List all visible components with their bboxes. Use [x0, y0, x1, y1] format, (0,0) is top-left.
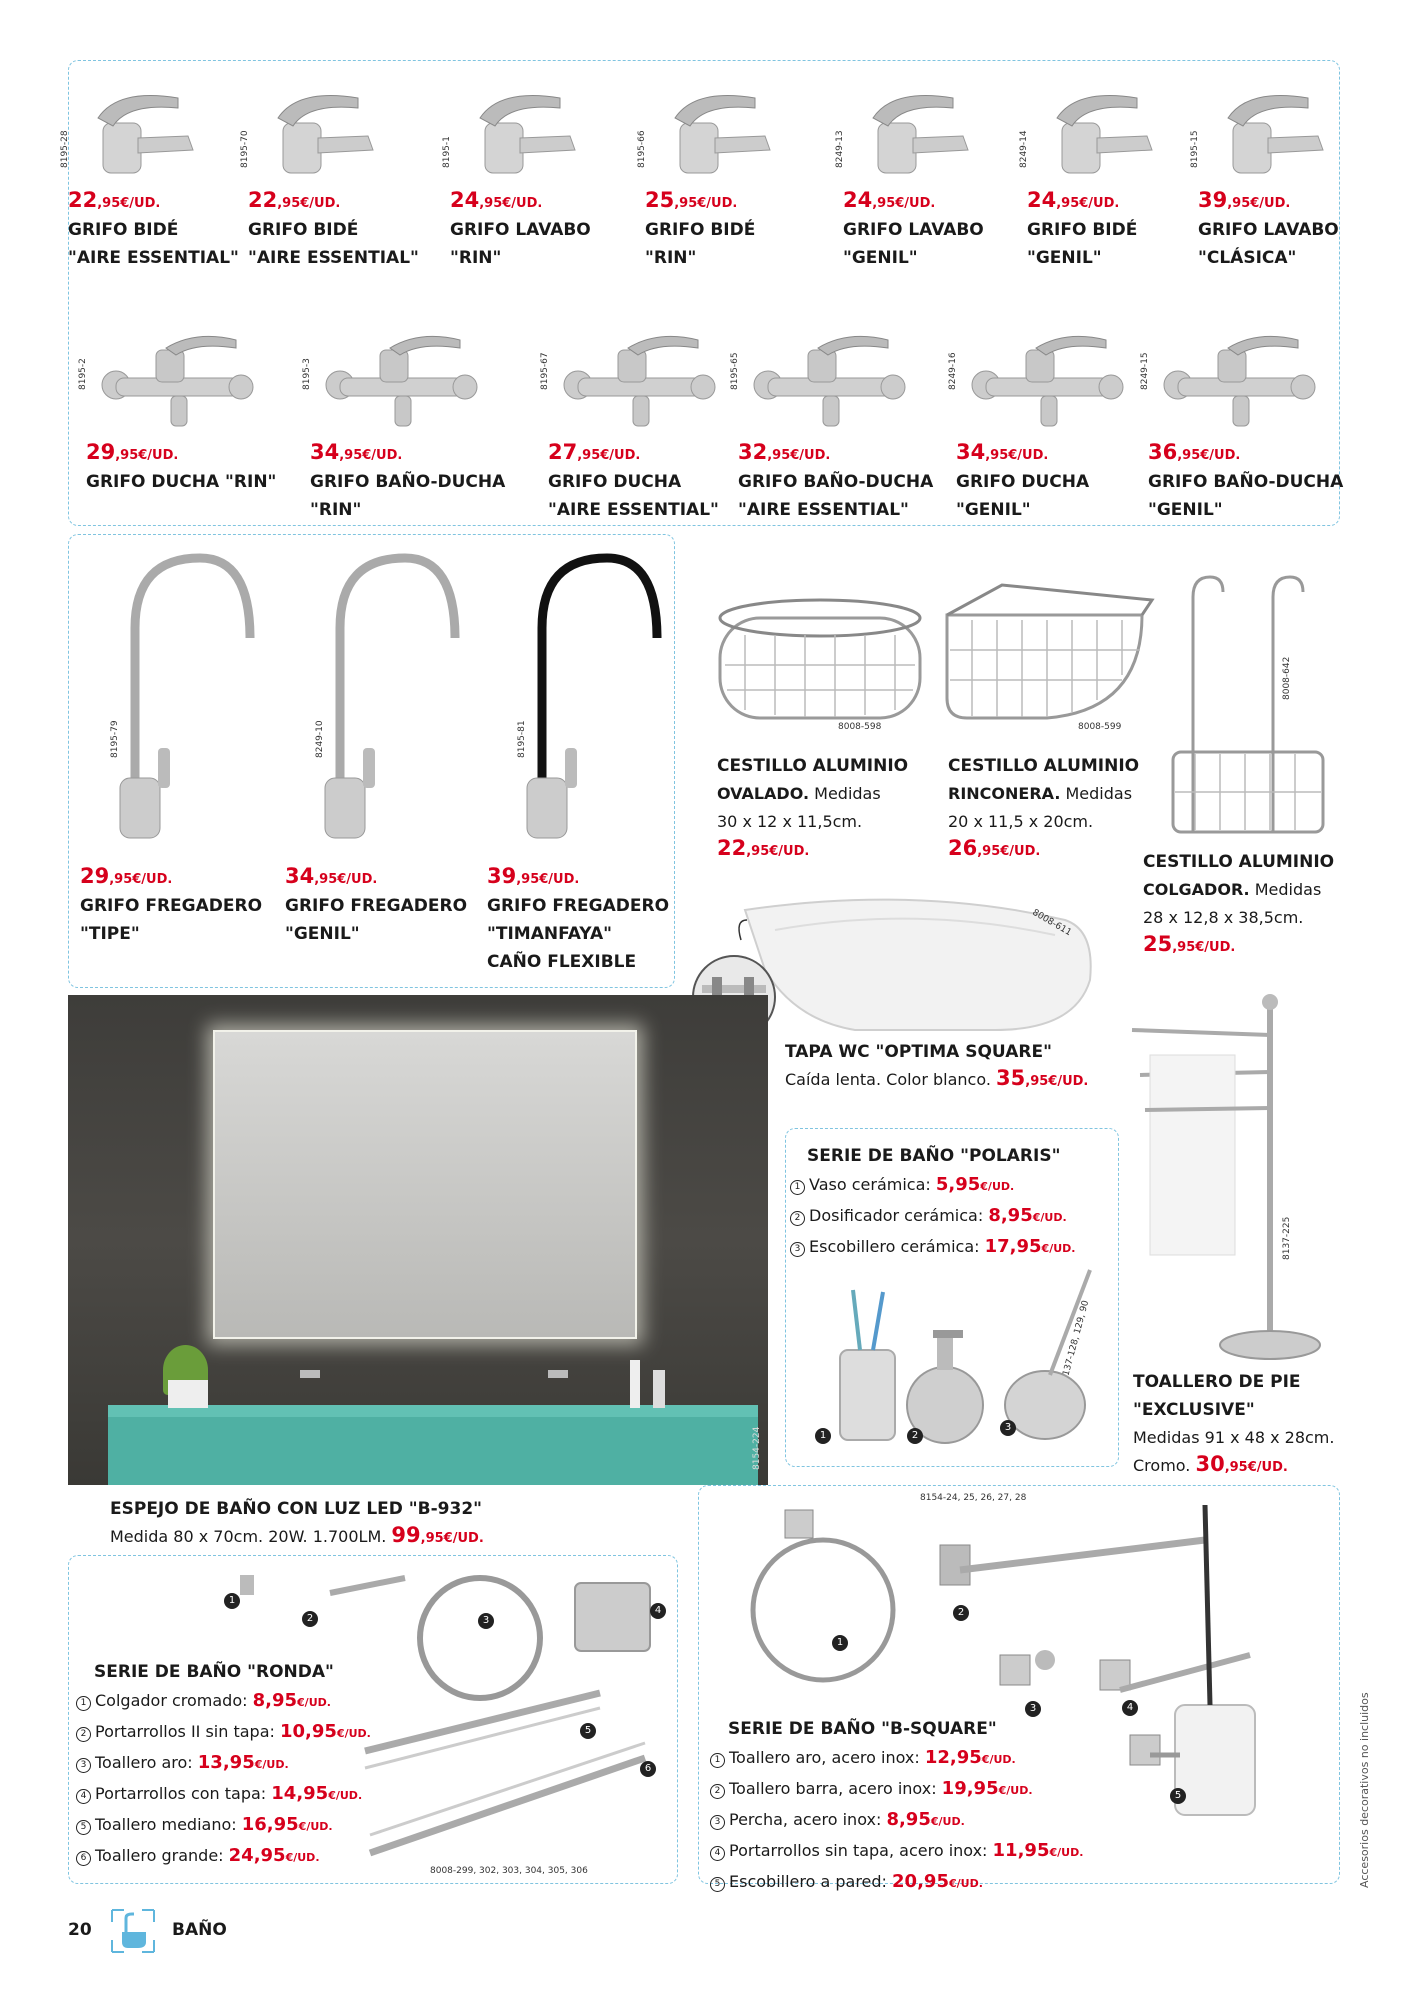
- bath-icon: [110, 1908, 156, 1954]
- wc-lid-code: 8008-611: [1030, 907, 1073, 939]
- basket-corner-icon: [942, 580, 1157, 725]
- bsquare-item-number: 2: [710, 1784, 725, 1799]
- faucet-r1-1-name-2: "AIRE ESSENTIAL": [68, 248, 239, 268]
- bsquare-item-label: Percha, acero inox:: [729, 1810, 887, 1829]
- faucet-r2-5-image: [966, 330, 1126, 444]
- faucet-r1-1-code: 8195-28: [60, 130, 70, 168]
- wc-lid-price: 35,95€/UD.: [996, 1066, 1089, 1090]
- towel-stand-desc: Cromo.: [1133, 1456, 1196, 1475]
- faucet-r2-4-name-2: "AIRE ESSENTIAL": [738, 500, 909, 520]
- sink-faucet-3-price: 39,95€/UD.: [487, 864, 580, 888]
- bsquare-item-price: 11,95: [992, 1840, 1050, 1861]
- sink-faucet-2-name-2: "GENIL": [285, 924, 360, 944]
- sink-faucet-1-name: GRIFO FREGADERO: [80, 896, 263, 916]
- bsquare-marker-3: 3: [1025, 1701, 1041, 1717]
- polaris-list: [790, 1170, 1110, 1263]
- polaris-set-icon: [815, 1270, 1105, 1450]
- bsquare-item-label: Portarrollos sin tapa, acero inox:: [729, 1841, 993, 1860]
- faucet-icon: [258, 78, 378, 178]
- sink-faucet-3-image: [507, 548, 677, 852]
- polaris-item-1: 1 Vaso cerámica: 5,95€/UD.: [790, 1170, 1110, 1201]
- ronda-item-label: Portarrollos con tapa:: [95, 1784, 272, 1803]
- ronda-item-label: Colgador cromado:: [95, 1691, 253, 1710]
- faucet-r2-4-name: GRIFO BAÑO-DUCHA: [738, 472, 934, 492]
- polaris-item-label: Vaso cerámica:: [809, 1175, 936, 1194]
- polaris-item-label: Dosificador cerámica:: [809, 1206, 989, 1225]
- basket-hanger-info: [1143, 848, 1343, 960]
- ronda-item-3: 3 Toallero aro: 13,95€/UD.: [76, 1748, 376, 1779]
- faucet-right: [548, 1370, 568, 1378]
- sink-faucet-3-name-2: "TIMANFAYA": [487, 924, 612, 944]
- bsquare-item-4: 4 Portarrollos sin tapa, acero inox: 11,95€/UD.: [710, 1836, 1090, 1867]
- mirror-desc: Medida 80 x 70cm. 20W. 1.700LM.: [110, 1527, 392, 1546]
- sink-faucet-3-name-3: CAÑO FLEXIBLE: [487, 952, 637, 972]
- ronda-item-number: 2: [76, 1727, 91, 1742]
- polaris-item-price: 17,95: [984, 1236, 1042, 1257]
- basket-oval-code: 8008-598: [838, 722, 882, 732]
- faucet-r1-7-price: 39,95€/UD.: [1198, 188, 1291, 212]
- faucet-r2-5-name-2: "GENIL": [956, 500, 1031, 520]
- faucet-r1-3-code: 8195-1: [442, 136, 452, 168]
- ronda-info: [76, 1658, 376, 1872]
- faucet-r2-2-image: [320, 330, 480, 444]
- faucet-r2-3-image: [558, 330, 718, 444]
- wc-lid-icon: [735, 880, 1115, 1040]
- basket-oval-desc: Medidas: [809, 784, 881, 803]
- faucet-r1-1-price: 22,95€/UD.: [68, 188, 161, 212]
- ronda-item-number: 6: [76, 1851, 91, 1866]
- bsquare-title: SERIE DE BAÑO "B-SQUARE": [728, 1719, 997, 1739]
- ronda-item-number: 3: [76, 1758, 91, 1773]
- basket-corner-image: [942, 580, 1157, 725]
- bsquare-item-number: 1: [710, 1753, 725, 1768]
- side-note: Accesorios decorativos no incluidos: [1358, 1692, 1371, 1888]
- ronda-item-price: 10,95: [279, 1721, 337, 1742]
- basket-hanger-title: CESTILLO ALUMINIO: [1143, 852, 1335, 872]
- basket-hanger-price: 25,95€/UD.: [1143, 932, 1236, 956]
- bsquare-item-3: 3 Percha, acero inox: 8,95€/UD.: [710, 1805, 1090, 1836]
- faucet-r2-5-code: 8249-16: [948, 352, 958, 390]
- faucet-r1-2: [240, 130, 428, 272]
- ronda-item-price: 13,95: [197, 1752, 255, 1773]
- ronda-item-4: 4 Portarrollos con tapa: 14,95€/UD.: [76, 1779, 376, 1810]
- towel-stand-title: TOALLERO DE PIE: [1133, 1372, 1301, 1392]
- faucet-r2-2-name-2: "RIN": [310, 500, 362, 520]
- basket-oval-price: 22,95€/UD.: [717, 836, 810, 860]
- wc-lid-title: TAPA WC "OPTIMA SQUARE": [785, 1042, 1052, 1062]
- basket-oval-title: CESTILLO ALUMINIO: [717, 756, 909, 776]
- bsquare-marker-2: 2: [953, 1605, 969, 1621]
- faucet-r1-6-price: 24,95€/UD.: [1027, 188, 1120, 212]
- basket-corner-desc: Medidas: [1060, 784, 1133, 803]
- polaris-item-number: 3: [790, 1242, 805, 1257]
- bath-section-icon: [110, 1908, 156, 1954]
- wall-faucet-icon: [96, 330, 256, 440]
- faucet-r2-1: [78, 358, 286, 496]
- faucet-r1-5-price: 24,95€/UD.: [843, 188, 936, 212]
- ronda-marker-5: 5: [580, 1723, 596, 1739]
- sink-faucet-1-code: 8195-79: [110, 720, 120, 758]
- ronda-item-label: Toallero aro:: [95, 1753, 198, 1772]
- faucet-r1-7-name: GRIFO LAVABO: [1198, 220, 1339, 240]
- sink-faucet-2-name: GRIFO FREGADERO: [285, 896, 468, 916]
- towel-stand-code: 8137-225: [1282, 1216, 1292, 1260]
- bsquare-marker-1: 1: [832, 1635, 848, 1651]
- faucet-icon: [1208, 78, 1328, 178]
- sink-faucet-icon: [507, 548, 677, 848]
- basket-oval-subtitle: OVALADO.: [717, 784, 810, 803]
- bsquare-item-1: 1 Toallero aro, acero inox: 12,95€/UD.: [710, 1743, 1090, 1774]
- faucet-r2-4-price: 32,95€/UD.: [738, 440, 831, 464]
- faucet-r1-5-image: [853, 78, 973, 182]
- bottle-2: [630, 1360, 640, 1408]
- polaris-marker-3: 3: [1000, 1420, 1016, 1436]
- ronda-item-5: 5 Toallero mediano: 16,95€/UD.: [76, 1810, 376, 1841]
- bsquare-item-price: 12,95: [924, 1747, 982, 1768]
- ronda-marker-6: 6: [640, 1761, 656, 1777]
- faucet-r1-2-image: [258, 78, 378, 182]
- faucet-r1-6-code: 8249-14: [1019, 130, 1029, 168]
- faucet-r2-5-name: GRIFO DUCHA: [956, 472, 1090, 492]
- faucet-left: [300, 1370, 320, 1378]
- bsquare-code: 8154-24, 25, 26, 27, 28: [920, 1493, 1027, 1503]
- polaris-item-2: 2 Dosificador cerámica: 8,95€/UD.: [790, 1201, 1110, 1232]
- mirror-info: [110, 1495, 630, 1551]
- ronda-item-1: 1 Colgador cromado: 8,95€/UD.: [76, 1686, 376, 1717]
- faucet-r2-5-price: 34,95€/UD.: [956, 440, 1049, 464]
- wall-faucet-icon: [320, 330, 480, 440]
- ronda-marker-4: 4: [650, 1603, 666, 1619]
- sink-faucet-1-image: [100, 548, 270, 852]
- bsquare-marker-5: 5: [1170, 1788, 1186, 1804]
- ronda-marker-3: 3: [478, 1613, 494, 1629]
- polaris-item-price: 8,95: [988, 1205, 1033, 1226]
- faucet-r1-2-code: 8195-70: [240, 130, 250, 168]
- faucet-r2-6-price: 36,95€/UD.: [1148, 440, 1241, 464]
- mirror-price: 99,95€/UD.: [391, 1523, 484, 1547]
- towel-stand-size: Medidas 91 x 48 x 28cm.: [1133, 1428, 1335, 1447]
- faucet-r2-4-image: [748, 330, 908, 444]
- bsquare-item-number: 5: [710, 1877, 725, 1892]
- polaris-info: [790, 1142, 1110, 1263]
- faucet-r1-1-name: GRIFO BIDÉ: [68, 220, 179, 240]
- faucet-r2-6-name-2: "GENIL": [1148, 500, 1223, 520]
- sink-faucet-3-code: 8195-81: [517, 720, 527, 758]
- faucet-icon: [460, 78, 580, 178]
- ronda-item-label: Toallero mediano:: [95, 1815, 242, 1834]
- ronda-item-number: 4: [76, 1789, 91, 1804]
- faucet-r2-6-code: 8249-15: [1140, 352, 1150, 390]
- ronda-item-number: 1: [76, 1696, 91, 1711]
- faucet-r2-2-name: GRIFO BAÑO-DUCHA: [310, 472, 506, 492]
- mirror-photo: [68, 995, 768, 1485]
- basket-oval-icon: [715, 590, 925, 725]
- faucet-r2-2: [302, 358, 510, 524]
- bsquare-item-label: Toallero barra, acero inox:: [729, 1779, 942, 1798]
- basket-hanger-subtitle: COLGADOR.: [1143, 880, 1250, 899]
- wc-lid-image: [735, 880, 1115, 1040]
- faucet-r1-4-price: 25,95€/UD.: [645, 188, 738, 212]
- wc-lid-info: [785, 1038, 1105, 1094]
- faucet-r2-3-code: 8195-67: [540, 352, 550, 390]
- faucet-r2-3-name: GRIFO DUCHA: [548, 472, 682, 492]
- wc-lid-desc: Caída lenta. Color blanco.: [785, 1070, 997, 1089]
- faucet-icon: [1037, 78, 1157, 178]
- ronda-item-price: 24,95: [228, 1845, 286, 1866]
- ronda-code: 8008-299, 302, 303, 304, 305, 306: [430, 1866, 588, 1876]
- faucet-r1-5: [835, 130, 1023, 272]
- faucet-r1-1-image: [78, 78, 198, 182]
- polaris-marker-1: 1: [815, 1428, 831, 1444]
- mirror-title: ESPEJO DE BAÑO CON LUZ LED "B-932": [110, 1499, 483, 1519]
- faucet-r1-4: [637, 130, 825, 272]
- faucet-r1-5-name: GRIFO LAVABO: [843, 220, 984, 240]
- faucet-r2-1-price: 29,95€/UD.: [86, 440, 179, 464]
- mirror-code: 8154-224: [752, 1426, 762, 1470]
- towel-stand-icon: [1130, 990, 1340, 1370]
- bottle: [653, 1370, 665, 1408]
- faucet-r1-3-name: GRIFO LAVABO: [450, 220, 591, 240]
- basket-oval-info: [717, 752, 937, 864]
- bsquare-item-number: 3: [710, 1815, 725, 1830]
- faucet-r2-1-code: 8195-2: [78, 358, 88, 390]
- ronda-marker-1: 1: [224, 1593, 240, 1609]
- faucet-r1-7: [1190, 130, 1378, 272]
- faucet-r1-4-name: GRIFO BIDÉ: [645, 220, 756, 240]
- wall-faucet-icon: [966, 330, 1126, 440]
- sink-faucet-2-image: [305, 548, 475, 852]
- faucet-r2-2-price: 34,95€/UD.: [310, 440, 403, 464]
- faucet-r2-1-name: GRIFO DUCHA "RIN": [86, 472, 277, 492]
- polaris-code: 8137-128, 129, 90: [1060, 1299, 1092, 1383]
- faucet-icon: [78, 78, 198, 178]
- ronda-item-2: 2 Portarrollos II sin tapa: 10,95€/UD.: [76, 1717, 376, 1748]
- faucet-r2-4-code: 8195-65: [730, 352, 740, 390]
- polaris-item-label: Escobillero cerámica:: [809, 1237, 985, 1256]
- vanity-counter: [108, 1415, 758, 1485]
- basket-corner-subtitle: RINCONERA.: [948, 784, 1061, 803]
- faucet-r1-4-name-2: "RIN": [645, 248, 697, 268]
- bsquare-item-label: Toallero aro, acero inox:: [729, 1748, 925, 1767]
- ronda-item-number: 5: [76, 1820, 91, 1835]
- sink-faucet-2-price: 34,95€/UD.: [285, 864, 378, 888]
- basket-hanger-size: 28 x 12,8 x 38,5cm.: [1143, 908, 1304, 927]
- bsquare-item-price: 19,95: [941, 1778, 999, 1799]
- bsquare-marker-4: 4: [1122, 1700, 1138, 1716]
- faucet-r1-3-price: 24,95€/UD.: [450, 188, 543, 212]
- page-number: 20: [68, 1920, 92, 1940]
- faucet-r2-6-image: [1158, 330, 1318, 444]
- bsquare-item-number: 4: [710, 1846, 725, 1861]
- faucet-r2-3-name-2: "AIRE ESSENTIAL": [548, 500, 719, 520]
- faucet-r2-2-code: 8195-3: [302, 358, 312, 390]
- faucet-r2-4: [730, 352, 938, 524]
- ronda-item-price: 14,95: [271, 1783, 329, 1804]
- mirror: [213, 1030, 637, 1339]
- bsquare-info: [710, 1715, 1090, 1898]
- ronda-item-label: Toallero grande:: [95, 1846, 229, 1865]
- faucet-r1-4-image: [655, 78, 775, 182]
- basket-hanger-desc: Medidas: [1249, 880, 1322, 899]
- sink-faucet-3-name: GRIFO FREGADERO: [487, 896, 670, 916]
- faucet-r1-6-name: GRIFO BIDÉ: [1027, 220, 1138, 240]
- ronda-item-label: Portarrollos II sin tapa:: [95, 1722, 280, 1741]
- faucet-r1-6-name-2: "GENIL": [1027, 248, 1102, 268]
- bsquare-item-price: 20,95: [892, 1871, 949, 1892]
- faucet-icon: [853, 78, 973, 178]
- faucet-r1-7-name-2: "CLÁSICA": [1198, 248, 1297, 268]
- basket-corner-info: [948, 752, 1168, 864]
- faucet-r1-3: [442, 136, 630, 272]
- sink-faucet-icon: [305, 548, 475, 848]
- polaris-image: [815, 1270, 1105, 1450]
- basket-corner-price: 26,95€/UD.: [948, 836, 1041, 860]
- faucet-r1-6-image: [1037, 78, 1157, 182]
- towel-stand-price: 30,95€/UD.: [1195, 1452, 1288, 1476]
- sink-faucet-2-code: 8249-10: [315, 720, 325, 758]
- wall-faucet-icon: [1158, 330, 1318, 440]
- polaris-item-price: 5,95: [935, 1174, 981, 1195]
- basket-corner-code: 8008-599: [1078, 722, 1122, 732]
- basket-hanger-icon: [1165, 572, 1335, 842]
- polaris-item-number: 2: [790, 1211, 805, 1226]
- ronda-item-price: 16,95: [241, 1814, 299, 1835]
- towel-stand-info: [1133, 1368, 1343, 1480]
- faucet-icon: [655, 78, 775, 178]
- sink-faucet-1-name-2: "TIPE": [80, 924, 140, 944]
- ronda-item-6: 6 Toallero grande: 24,95€/UD.: [76, 1841, 376, 1872]
- wall-faucet-icon: [558, 330, 718, 440]
- bsquare-item-label: Escobillero a pared:: [729, 1872, 893, 1891]
- faucet-r2-6: [1140, 352, 1348, 524]
- sink-faucet-icon: [100, 548, 270, 848]
- basket-oval-image: [715, 590, 925, 725]
- faucet-r1-2-name: GRIFO BIDÉ: [248, 220, 359, 240]
- basket-hanger-image: [1165, 572, 1335, 842]
- basket-oval-size: 30 x 12 x 11,5cm.: [717, 812, 863, 831]
- faucet-r1-5-name-2: "GENIL": [843, 248, 918, 268]
- sink-faucet-1-price: 29,95€/UD.: [80, 864, 173, 888]
- bsquare-item-5: 5 Escobillero a pared: 20,95€/UD.: [710, 1867, 1090, 1898]
- basket-corner-size: 20 x 11,5 x 20cm.: [948, 812, 1094, 831]
- polaris-item-number: 1: [790, 1180, 805, 1195]
- faucet-r1-7-image: [1208, 78, 1328, 182]
- wall-faucet-icon: [748, 330, 908, 440]
- ronda-list: [76, 1686, 376, 1872]
- ronda-item-price: 8,95: [252, 1690, 298, 1711]
- faucet-r1-2-name-2: "AIRE ESSENTIAL": [248, 248, 419, 268]
- faucet-r2-1-image: [96, 330, 256, 444]
- faucet-r2-6-name: GRIFO BAÑO-DUCHA: [1148, 472, 1344, 492]
- faucet-r1-5-code: 8249-13: [835, 130, 845, 168]
- bsquare-item-price: 8,95: [886, 1809, 931, 1830]
- towel-stand-image: [1130, 990, 1340, 1370]
- section-title: BAÑO: [172, 1920, 227, 1940]
- ronda-title: SERIE DE BAÑO "RONDA": [94, 1662, 334, 1682]
- faucet-r1-4-code: 8195-66: [637, 130, 647, 168]
- basket-hanger-code: 8008-642: [1282, 656, 1292, 700]
- bsquare-item-2: 2 Toallero barra, acero inox: 19,95€/UD.: [710, 1774, 1090, 1805]
- polaris-title: SERIE DE BAÑO "POLARIS": [807, 1146, 1061, 1166]
- faucet-r1-3-image: [460, 78, 580, 182]
- plant-pot: [168, 1380, 208, 1408]
- faucet-r1-2-price: 22,95€/UD.: [248, 188, 341, 212]
- basket-corner-title: CESTILLO ALUMINIO: [948, 756, 1140, 776]
- faucet-r2-3-price: 27,95€/UD.: [548, 440, 641, 464]
- polaris-marker-2: 2: [907, 1428, 923, 1444]
- towel-stand-subtitle: "EXCLUSIVE": [1133, 1400, 1255, 1420]
- faucet-r1-7-code: 8195-15: [1190, 130, 1200, 168]
- polaris-item-3: 3 Escobillero cerámica: 17,95€/UD.: [790, 1232, 1110, 1263]
- ronda-marker-2: 2: [302, 1611, 318, 1627]
- bsquare-list: [710, 1743, 1090, 1898]
- faucet-r1-3-name-2: "RIN": [450, 248, 502, 268]
